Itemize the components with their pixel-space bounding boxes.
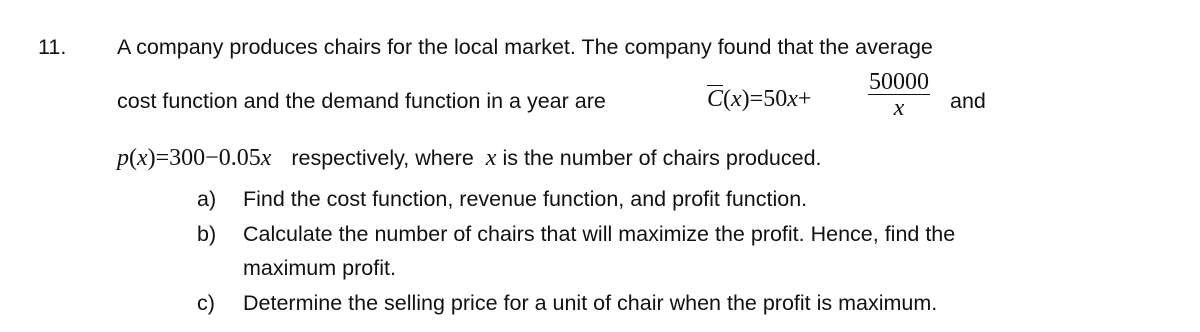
average-cost-formula bbox=[707, 86, 811, 113]
demand-func: p bbox=[117, 145, 129, 171]
line-3-text-a: respectively, where bbox=[291, 146, 474, 170]
demand-paren-open: ( bbox=[129, 145, 137, 171]
avg-cost-var: x bbox=[731, 86, 742, 112]
part-a bbox=[197, 187, 807, 212]
part-a-text: Find the cost function, revenue function, and profit function. bbox=[243, 187, 808, 211]
avg-cost-paren-open: ( bbox=[723, 86, 732, 112]
line-2-text: cost function and the demand function in a year are bbox=[117, 89, 606, 113]
demand-var-2: x bbox=[260, 145, 272, 171]
question-line-3 bbox=[117, 145, 822, 172]
line-2-and: and bbox=[950, 89, 986, 113]
demand-formula bbox=[117, 145, 271, 171]
part-c-label: c) bbox=[197, 291, 215, 315]
avg-cost-fraction bbox=[868, 70, 930, 121]
part-b-text: Calculate the number of chairs that will maximize the profit. Hence, find the bbox=[243, 222, 956, 246]
avg-cost-symbol: $\overline{C}$ bbox=[707, 86, 724, 112]
fraction-denominator: x bbox=[893, 95, 905, 121]
line-3-var: x bbox=[485, 145, 497, 171]
avg-cost-paren-close: ) bbox=[741, 86, 750, 112]
fraction-numerator: 50000 bbox=[869, 69, 929, 95]
question-number: 11. bbox=[38, 35, 67, 59]
line-3-text-b: is the number of chairs produced. bbox=[502, 146, 822, 170]
part-c bbox=[197, 291, 937, 316]
part-b-label: b) bbox=[197, 222, 217, 246]
part-a-label: a) bbox=[197, 187, 217, 211]
part-b bbox=[197, 222, 955, 247]
avg-cost-term1: 50 bbox=[763, 86, 788, 112]
avg-cost-plus: + bbox=[797, 86, 812, 112]
part-c-text: Determine the selling price for a unit of chair when the profit is maximum. bbox=[243, 291, 938, 315]
question-line-2 bbox=[117, 89, 606, 114]
avg-cost-equals: = bbox=[749, 86, 764, 112]
question-line-1: A company produces chairs for the local market. The company found that the average bbox=[117, 35, 933, 59]
avg-cost-term1-var: x bbox=[787, 86, 798, 112]
demand-var: x bbox=[137, 145, 148, 171]
part-b-continued: maximum profit. bbox=[243, 256, 396, 280]
demand-rhs: )=300−0.05 bbox=[147, 145, 261, 171]
